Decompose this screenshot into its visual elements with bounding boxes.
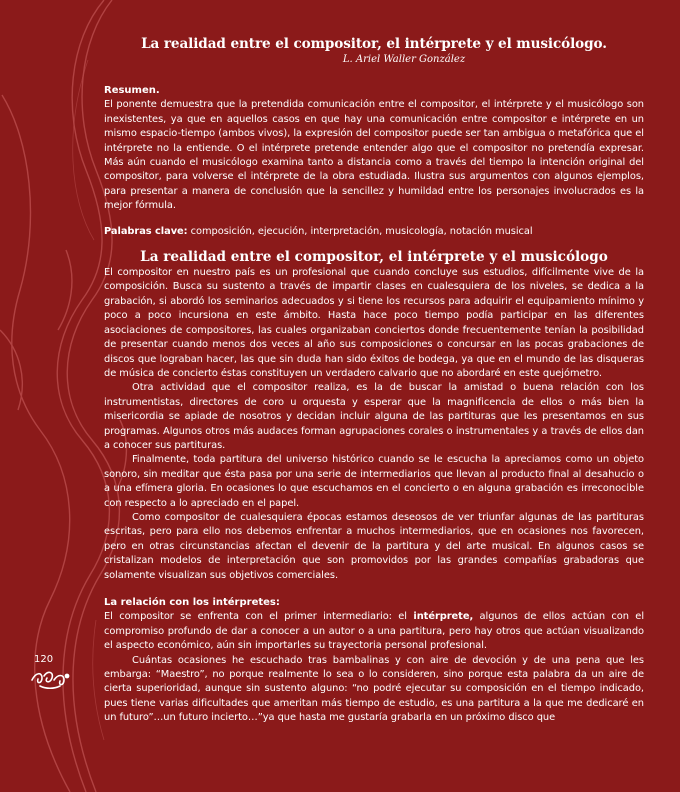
keywords-text: composición, ejecución, interpretación, musicología, notación musical xyxy=(190,225,533,237)
body-paragraph: Otra actividad que el compositor realiza, es la de buscar la amistad o buena relación con los instrumentistas, directores de coro u orquesta y esperar que la magnificencia de ellos o más bien la misericordia se apiade de nosotros y decidan incluir alguna de las partituras que les presentamos en sus programas. Algunos otros más audaces forman agrupaciones corales o instrumentales y a través de ellos dan a conocer sus partituras. xyxy=(104,382,644,451)
relation-text-end: algunos de ellos actúan con el compromiso profundo de dar a conocer a un autor o a una partitura, pero hay otros que actúan visualizando el aspecto económico, aún sin importarles su trayectoria personal profesional. xyxy=(104,611,644,652)
article xyxy=(104,36,644,726)
keywords-section xyxy=(104,225,644,239)
section-title: La realidad entre el compositor, el intérprete y el musicólogo xyxy=(140,249,608,266)
document-title: La realidad entre el compositor, el intérprete y el musicólogo. xyxy=(141,36,607,52)
relation-emphasis: intérprete, xyxy=(413,611,474,623)
floral-ornament-icon xyxy=(30,668,70,690)
relation-paragraph xyxy=(104,610,644,653)
body-paragraph: Finalmente, toda partitura del universo histórico cuando se le escucha la apreciamos como un objeto sonoro, sin meditar que ésta pasa por una serie de intermediarios que llevan al producto final al desahucio o a una efímera gloria. En ocasiones lo que escuchamos en el concierto o en alguna grabación es irreconocible con respecto a lo apreciado en el papel. xyxy=(104,454,644,509)
body-paragraph: Como compositor de cualesquiera épocas estamos deseosos de ver triunfar algunas de las partituras escritas, pero para ello nos debemos enfrentar a muchos intermediarios, que en ocasiones nos favorecen, pero en otras circunstancias afectan el devenir de la partitura y del arte musical. En algunos casos se cristalizan modelos de interpretación que son promovidos por las grandes compañías grabadoras que solamente visualizan sus objetivos comerciales. xyxy=(104,511,644,581)
relation-heading: La relación con los intérpretes: xyxy=(104,597,280,608)
page-number: 120 xyxy=(34,654,54,665)
body-paragraph: El compositor en nuestro país es un profesional que cuando concluye sus estudios, difícilmente vive de la composición. Busca su sustento a través de impartir clases en cualesquiera de los niveles, se dedica a la grabación, si abordó los seminarios adecuados y si tiene los recursos para adquirir el equipamiento mínimo y poco a poco incursiona en este ámbito. Hasta hace poco tiempo podía participar en las diferentes asociaciones de compositores, las cuales organizaban conciertos donde frecuentemente tenían la posibilidad de presentar cuando menos dos veces al año sus composiciones o concursar en las pocas grabaciones de discos que lograban hacer, las que sin duda han sido éxitos de bodega, ya que en el mundo de las disqueras de música de concierto éstas constituyen un verdadero calvario que no abordaré en este quejómetro. xyxy=(104,267,644,379)
keywords-label: Palabras clave: xyxy=(104,225,188,237)
abstract-text: El ponente demuestra que la pretendida comunicación entre el compositor, el intérprete y el musicólogo son inexistentes, ya que en aquellos casos en que hay una comunicación entre compositor e intérprete en un mismo espacio-tiempo (ambos vivos), la expresión del compositor puede ser tan ambigua o metafórica que el intérprete no la entiende. O el intérprete pretende entender algo que el compositor no pretendía expresar. Más aún cuando el musicólogo examina tanto a distancia como a través del tiempo la intención original del compositor, para volverse el intérprete de la obra estudiada. Ilustra sus argumentos con algunos ejemplos, para presentar a manera de conclusión que la sencillez y humildad entre los personajes involucrados es la mejor fórmula. xyxy=(104,99,644,212)
relation-section xyxy=(104,596,644,726)
relation-text-start: El compositor se enfrenta con el primer intermediario: el xyxy=(104,611,414,623)
abstract-section xyxy=(104,84,644,214)
relation-paragraph: Cuántas ocasiones he escuchado tras bambalinas y con aire de devoción y de una pena que les embarga: “Maestro”, no porque realmente lo sea o lo consideren, sino porque esta palabra da un aire de cierta superioridad, aunque sin sustento alguno: “no podré ejecutar su composición en el tiempo indicado, pues tiene varias dificultades que ameritan más tiempo de estudio, es una partitura a la que me dedicaré en un futuro”…un futuro incierto…”ya que hasta me gustaría grabarla en un próximo disco que xyxy=(104,654,644,724)
author-name: L. Ariel Waller González xyxy=(342,54,466,65)
abstract-heading: Resumen. xyxy=(104,85,160,96)
